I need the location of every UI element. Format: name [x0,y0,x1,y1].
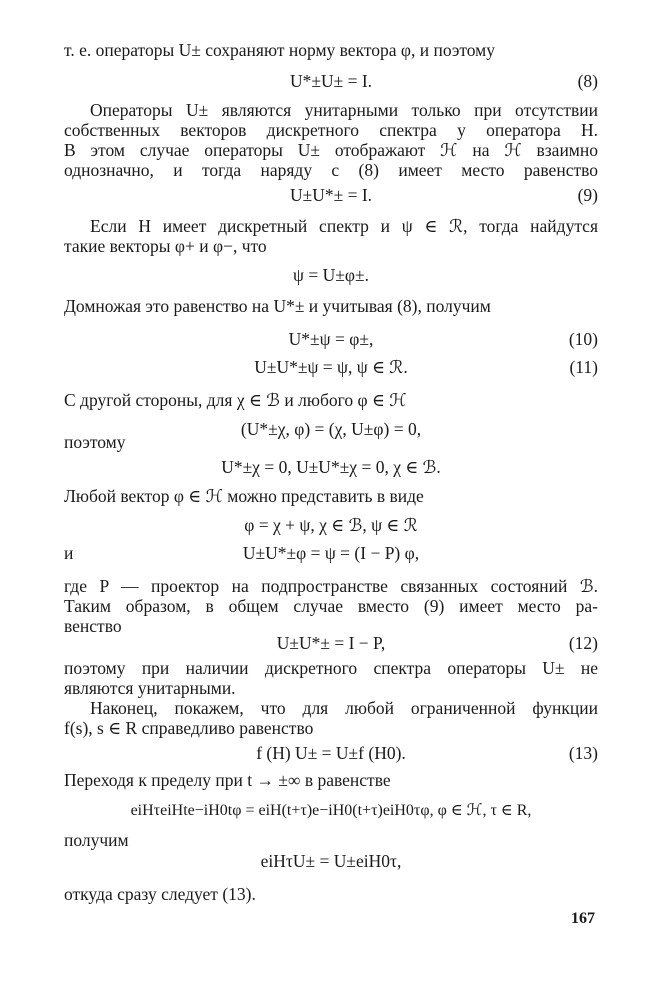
text-line: С другой стороны, для χ ∈ ℬ и любого φ ∈ ℋ [64,390,407,410]
text-line: получим [64,830,129,850]
equation: U*±U± = I. [289,71,373,91]
equation: U±U*±φ = ψ = (I − P) φ, [242,543,420,563]
equation-number: (11) [569,357,598,377]
equation-number: (12) [568,633,598,653]
text-line: поэтому [64,432,126,452]
equation: U*±χ = 0, U±U*±χ = 0, χ ∈ ℬ. [221,457,441,477]
text-line: т. е. операторы U± сохраняют норму вектора φ, и поэтому [64,40,495,60]
text-line: где P — проектор на подпространстве связанных состояний ℬ. [64,576,598,596]
text-line: В этом случае операторы U± отображают ℋ на ℋ взаимно [64,140,598,160]
equation: (U*±χ, φ) = (χ, U±φ) = 0, [240,419,422,439]
equation-number: (13) [568,743,598,763]
text-line: откуда сразу следует (13). [64,884,256,904]
text-line: однозначно, и тогда наряду с (8) имеет место равенство [64,160,598,180]
equation-number: (10) [568,329,598,349]
text-line: Если H имеет дискретный спектр и ψ ∈ ℛ, тогда найдутся [90,216,598,236]
equation: ψ = U±φ±. [293,265,369,285]
equation: U*±ψ = φ±, [288,329,374,349]
equation: f (H) U± = U±f (H0). [256,743,406,763]
equation: U±U*± = I. [289,185,373,205]
text-line: собственных векторов дискретного спектра у оператора H. [64,120,598,140]
text-line: f(s), s ∈ R справедливо равенство [64,718,314,738]
text-line: являются унитарными. [64,678,236,698]
equation: U±U*±ψ = ψ, ψ ∈ ℛ. [254,357,408,377]
equation: φ = χ + ψ, χ ∈ ℬ, ψ ∈ ℛ [244,515,418,535]
text-line: Наконец, покажем, что для любой ограниченной функции [90,698,598,718]
equation: eiHτU± = U±eiH0τ, [260,851,402,871]
text-line: Операторы U± являются унитарными только при отсутствии [90,100,598,120]
text-line: и [64,543,74,563]
equation: U±U*± = I − P, [276,633,386,653]
text-line: Таким образом, в общем случае вместо (9) имеет место ра- [64,596,598,616]
text-line: такие векторы φ+ и φ−, что [64,236,267,256]
equation: eiHτeiHte−iH0tφ = eiH(t+τ)e−iH0(t+τ)eiH0τφ, φ ∈ ℋ, τ ∈ R, [130,802,532,819]
equation-number: (8) [577,71,598,91]
text-line: Любой вектор φ ∈ ℋ можно представить в виде [64,486,424,506]
text-line: венство [64,616,122,636]
text-line: поэтому при наличии дискретного спектра операторы U± не [64,658,598,678]
text-line: Домножая это равенство на U*± и учитывая (8), получим [64,296,491,316]
text-line: Переходя к пределу при t → ±∞ в равенстве [64,770,391,790]
page-number: 167 [571,910,595,927]
equation-number: (9) [577,185,598,205]
